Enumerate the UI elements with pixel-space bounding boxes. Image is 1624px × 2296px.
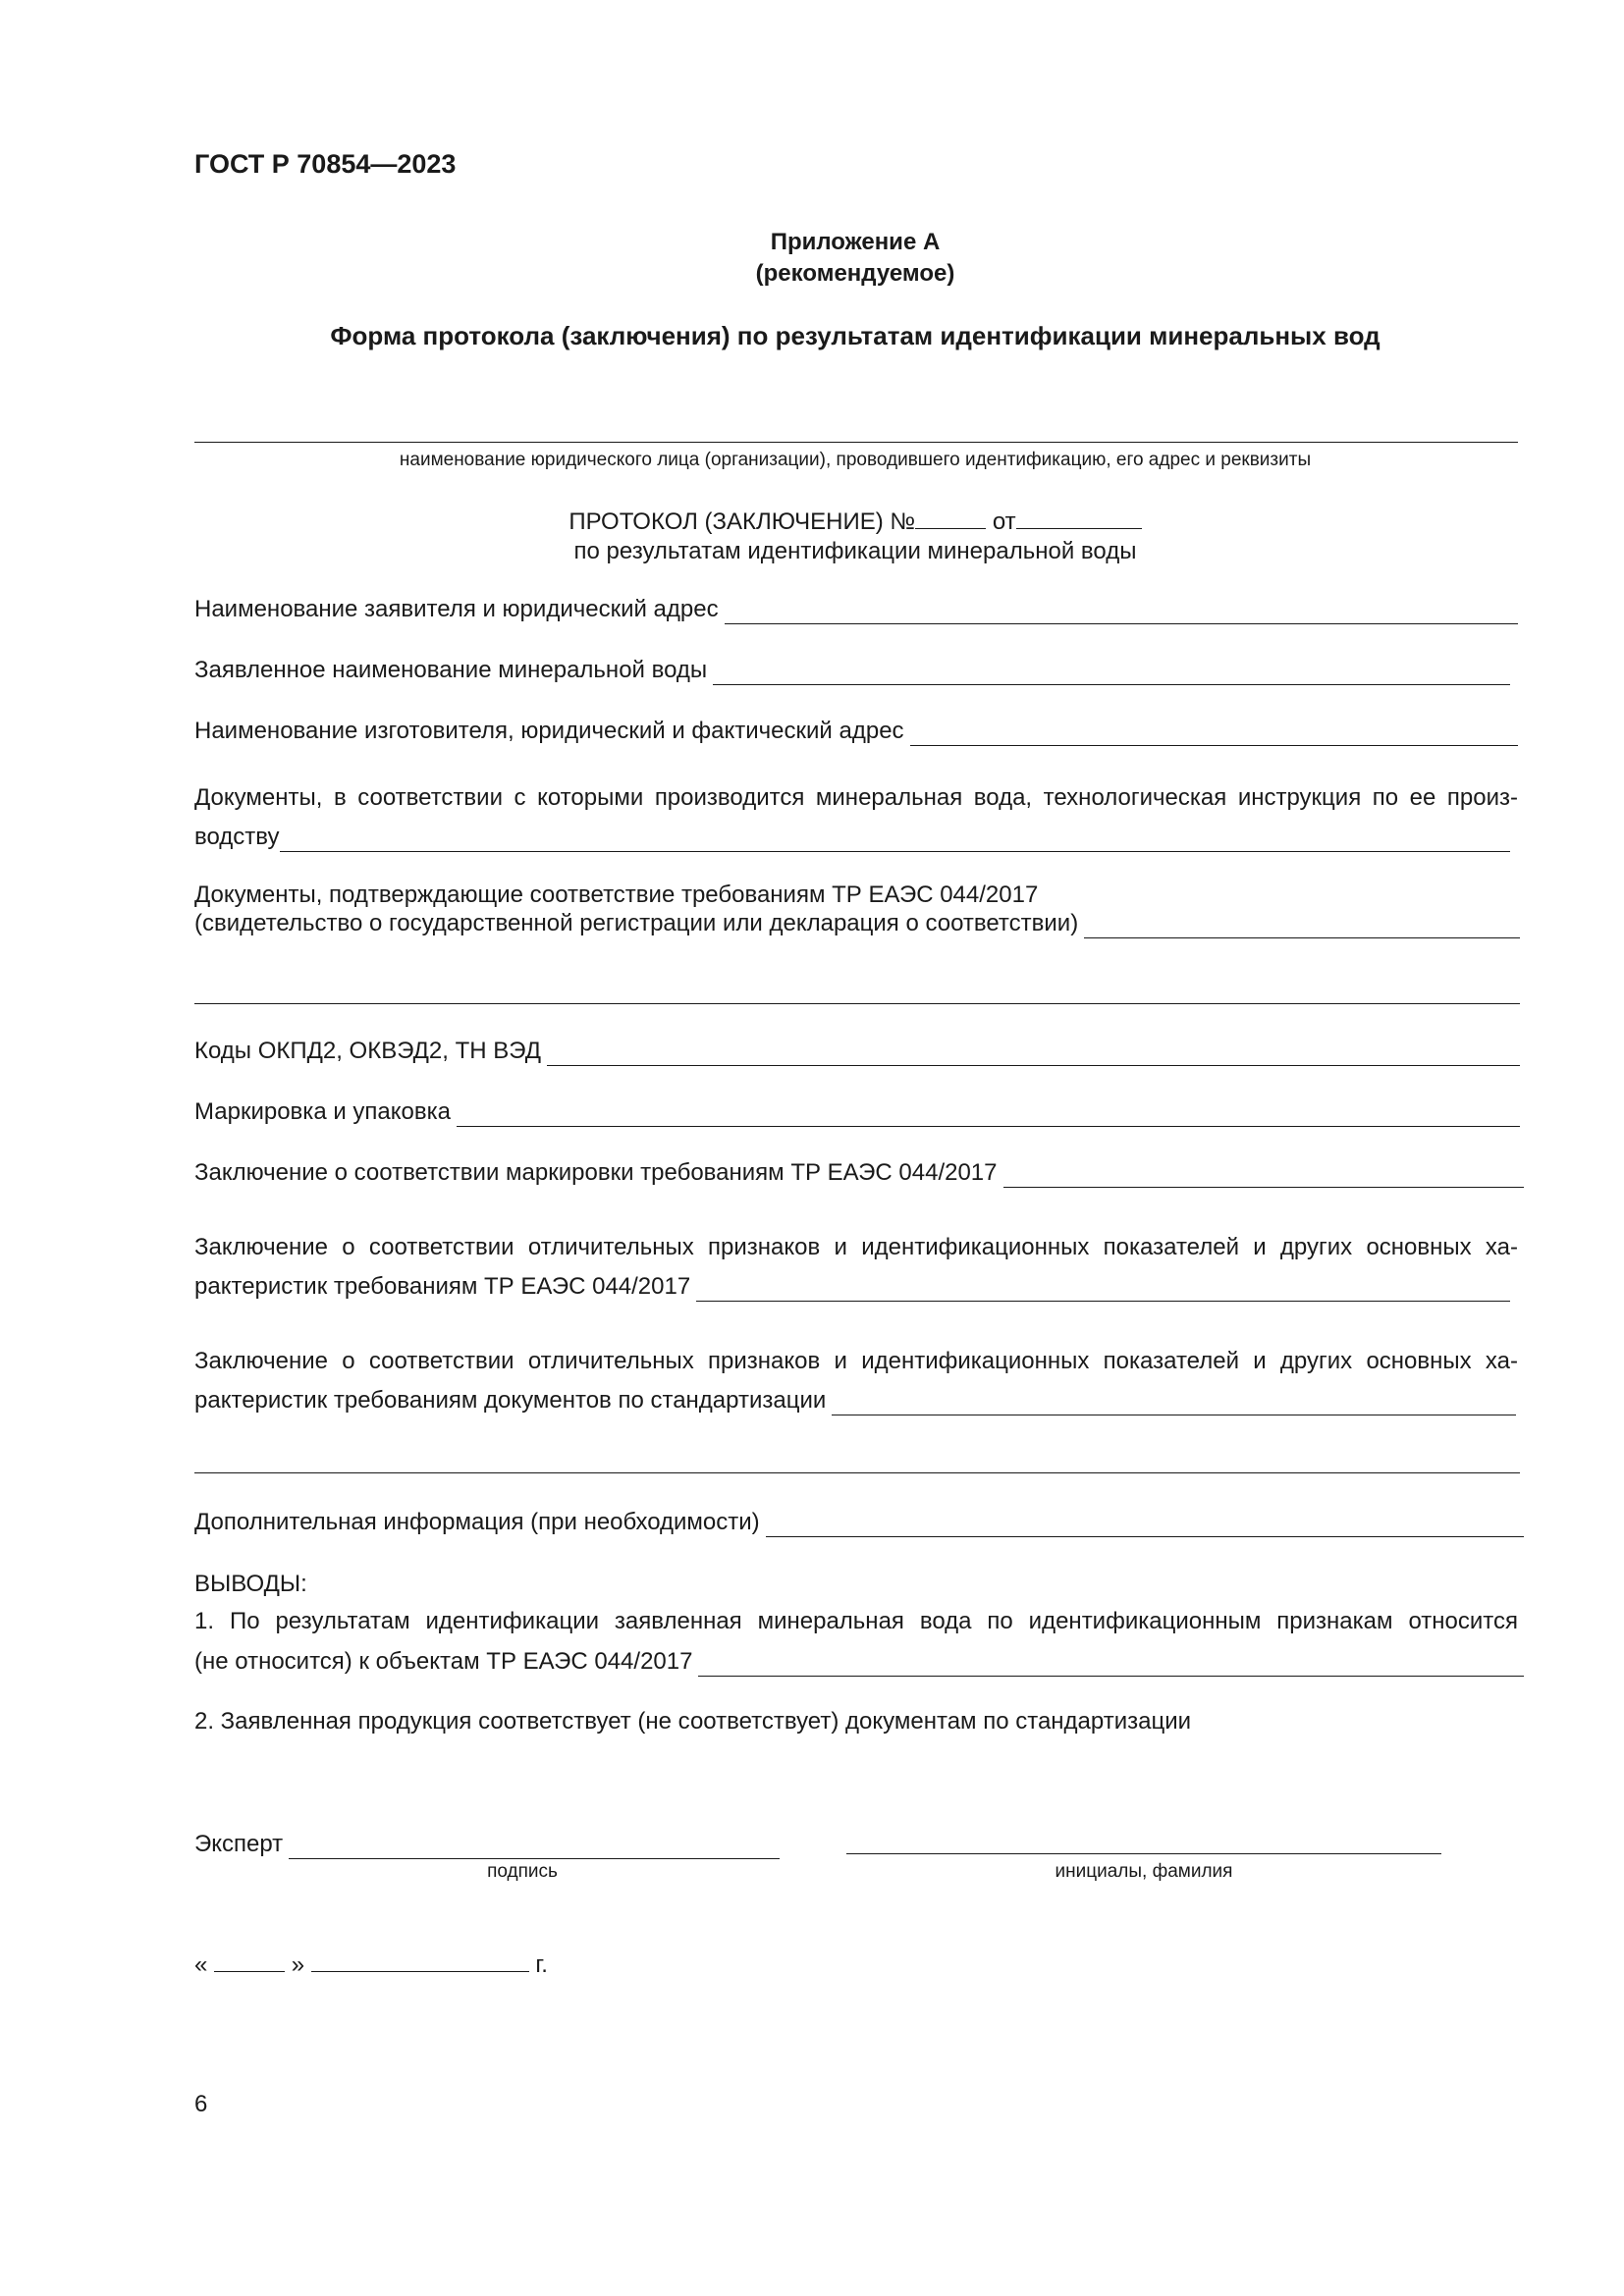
tr-conclusion-field: Заключение о соответствии отличительных признаков и идентификационных показателей и других основных ха- bbox=[194, 1234, 1518, 1260]
conclusion-item-2: 2. Заявленная продукция соответствует (не соответствует) документам по стандартизации bbox=[194, 1708, 1192, 1735]
org-name-caption: наименование юридического лица (организации), проводившего идентификацию, его адрес и реквизиты bbox=[399, 450, 1312, 470]
org-name-line[interactable] bbox=[194, 442, 1518, 443]
date-month-year-field[interactable] bbox=[311, 1949, 529, 1972]
codes-input-line[interactable] bbox=[547, 1043, 1520, 1066]
conclusion-item-1-input-line[interactable] bbox=[698, 1654, 1524, 1677]
conformity-docs-field: Документы, подтверждающие соответствие требованиям ТР ЕАЭС 044/2017 bbox=[194, 881, 1039, 908]
conclusions-heading: ВЫВОДЫ: bbox=[194, 1571, 307, 1597]
date-field: « » г. bbox=[194, 1951, 548, 1978]
form-title: Форма протокола (заключения) по результатам идентификации минеральных вод bbox=[330, 321, 1380, 350]
conformity-docs-input-line[interactable] bbox=[1084, 916, 1520, 938]
expert-signature-line[interactable] bbox=[289, 1837, 780, 1859]
appendix-title: Приложение А bbox=[770, 229, 941, 255]
manufacturer-field: Наименование изготовителя, юридический и фактический адрес bbox=[194, 717, 1518, 746]
marking-input-line[interactable] bbox=[457, 1104, 1520, 1127]
std-conclusion-input-line[interactable] bbox=[832, 1393, 1516, 1415]
name-caption: инициалы, фамилия bbox=[1055, 1861, 1233, 1882]
conformity-docs-field-cont: (свидетельство о государственной регистрации или декларация о соответствии) bbox=[194, 909, 1520, 938]
marking-conclusion-input-line[interactable] bbox=[1003, 1165, 1525, 1188]
marking-field: Маркировка и упаковка bbox=[194, 1097, 1520, 1127]
expert-name-line[interactable] bbox=[846, 1853, 1441, 1854]
page-number: 6 bbox=[194, 2091, 208, 2117]
protocol-number-field[interactable] bbox=[915, 507, 986, 529]
additional-info-field: Дополнительная информация (при необходимости) bbox=[194, 1508, 1524, 1537]
protocol-heading bbox=[194, 507, 1516, 536]
protocol-subheading: по результатам идентификации минеральной воды bbox=[573, 538, 1137, 564]
applicant-input-line[interactable] bbox=[725, 602, 1518, 624]
appendix-status: (рекомендуемое) bbox=[755, 260, 955, 287]
documents-field-cont: водству bbox=[194, 823, 1510, 852]
std-conclusion-field: Заключение о соответствии отличительных признаков и идентификационных показателей и других основных ха- bbox=[194, 1348, 1518, 1374]
protocol-number-label: ПРОТОКОЛ (ЗАКЛЮЧЕНИЕ) № bbox=[568, 508, 916, 535]
protocol-date-label: от bbox=[992, 508, 1016, 535]
declared-name-field: Заявленное наименование минеральной воды bbox=[194, 656, 1510, 685]
documents-field: Документы, в соответствии с которыми производится минеральная вода, технологическая инструкция по ее произ- bbox=[194, 784, 1518, 811]
marking-conclusion-field: Заключение о соответствии маркировки требованиям ТР ЕАЭС 044/2017 bbox=[194, 1158, 1524, 1188]
protocol-date-field[interactable] bbox=[1016, 507, 1142, 529]
std-conclusion-extra-line[interactable] bbox=[194, 1472, 1520, 1473]
applicant-field: Наименование заявителя и юридический адрес bbox=[194, 595, 1518, 624]
documents-input-line[interactable] bbox=[280, 829, 1510, 852]
signature-caption: подпись bbox=[487, 1861, 558, 1882]
manufacturer-input-line[interactable] bbox=[910, 723, 1518, 746]
declared-name-input-line[interactable] bbox=[713, 663, 1510, 685]
additional-info-input-line[interactable] bbox=[766, 1515, 1524, 1537]
codes-field: Коды ОКПД2, ОКВЭД2, ТН ВЭД bbox=[194, 1037, 1520, 1066]
std-conclusion-field-cont: рактеристик требованиям документов по стандартизации bbox=[194, 1386, 1516, 1415]
conclusion-item-1-cont: (не относится) к объектам ТР ЕАЭС 044/2017 bbox=[194, 1647, 1524, 1677]
standard-designation: ГОСТ Р 70854—2023 bbox=[194, 149, 457, 179]
tr-conclusion-input-line[interactable] bbox=[696, 1279, 1510, 1302]
date-day-field[interactable] bbox=[214, 1949, 285, 1972]
conformity-docs-extra-line[interactable] bbox=[194, 1003, 1520, 1004]
tr-conclusion-field-cont: рактеристик требованиям ТР ЕАЭС 044/2017 bbox=[194, 1272, 1510, 1302]
conclusion-item-1: 1. По результатам идентификации заявленная минеральная вода по идентификационным признакам относится bbox=[194, 1608, 1518, 1634]
expert-signature-field: Эксперт bbox=[194, 1830, 780, 1859]
